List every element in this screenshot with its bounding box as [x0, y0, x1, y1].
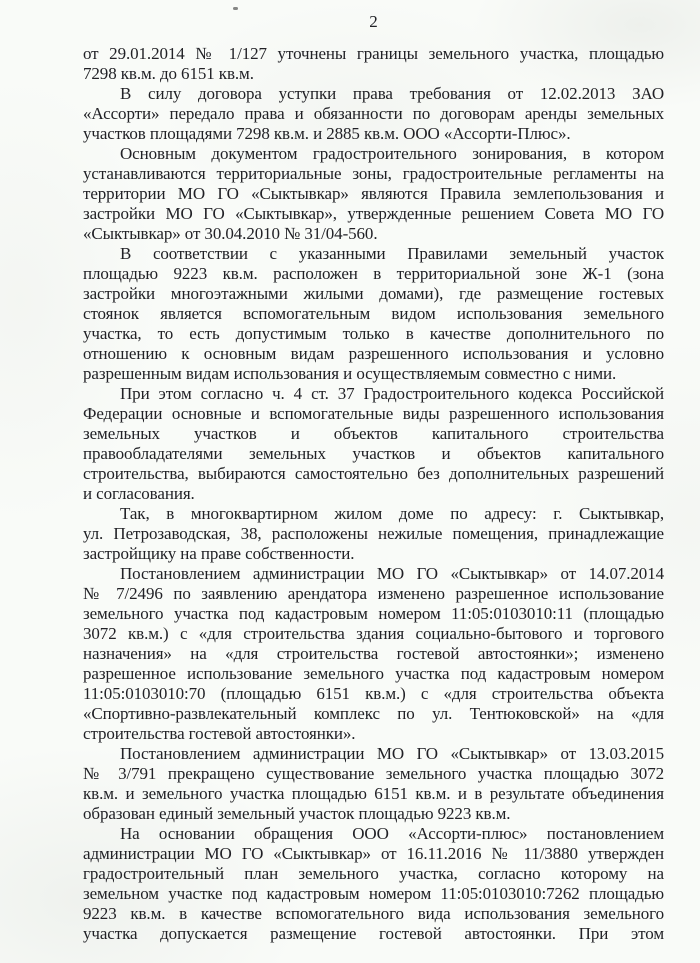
text-line: стоянок является вспомогательным видом использования земельного — [83, 304, 664, 323]
text-block — [83, 44, 664, 944]
text-line: Постановлением администрации МО ГО «Сыктывкар» от 13.03.2015 — [120, 744, 664, 763]
text-line: устанавливаются территориальные зоны, градостроительные регламенты на — [83, 164, 664, 183]
text-line: 9223 кв.м. в качестве вспомогательного вида использования земельного — [83, 904, 664, 923]
text-line: Так, в многоквартирном жилом доме по адресу: г. Сыктывкар, — [120, 504, 664, 523]
text-line: застройки МО ГО «Сыктывкар», утвержденные решением Совета МО ГО — [83, 204, 664, 223]
text-line: отношению к основным видам разрешенного использования и условно — [83, 344, 664, 363]
text-line: разрешенным видам использования и осуществляемым совместно с ними. — [83, 364, 617, 383]
text-line: разрешенное использование земельного участка под кадастровым номером — [83, 664, 664, 683]
text-line: градостроительный план земельного участка, согласно которому на — [83, 864, 664, 883]
text-line: от 29.01.2014 № 1/127 уточнены границы земельного участка, площадью — [83, 44, 664, 63]
text-line: ул. Петрозаводская, 38, расположены нежилые помещения, принадлежащие — [83, 524, 664, 543]
text-line: При этом согласно ч. 4 ст. 37 Градостроительного кодекса Российской — [120, 384, 664, 403]
text-line: В соответствии с указанными Правилами земельный участок — [120, 244, 664, 263]
scan-speck — [233, 7, 238, 10]
text-line: территории МО ГО «Сыктывкар» являются Правила землепользования и — [83, 184, 664, 203]
text-line: земельном участке под кадастровым номером 11:05:0103010:7262 площадью — [83, 884, 664, 903]
text-line: застройщику на праве собственности. — [83, 544, 355, 563]
text-line: назначения» на «для строительства гостевой автостоянки»; изменено — [83, 644, 664, 663]
text-line: строительства гостевой автостоянки». — [83, 724, 356, 743]
text-line: образован единый земельный участок площадью 9223 кв.м. — [83, 804, 511, 823]
text-line: администрации МО ГО «Сыктывкар» от 16.11.2016 № 11/3880 утвержден — [83, 844, 664, 863]
text-line: правообладателями земельных участков и объектов капитального — [83, 444, 664, 463]
text-line: площадью 9223 кв.м. расположен в территориальной зоне Ж-1 (зона — [83, 264, 664, 283]
text-line: участков площадями 7298 кв.м. и 2885 кв.м. ООО «Ассорти-Плюс». — [83, 124, 571, 143]
text-line: застройки многоэтажными жилыми домами), где размещение гостевых — [83, 284, 664, 303]
text-line: В силу договора уступки права требования от 12.02.2013 ЗАО — [120, 84, 664, 103]
text-line: «Сыктывкар» от 30.04.2010 № 31/04-560. — [83, 224, 378, 243]
text-line: 11:05:0103010:70 (площадью 6151 кв.м.) с «для строительства объекта — [83, 684, 664, 703]
text-line: земельного участка под кадастровым номером 11:05:0103010:11 (площадью — [83, 604, 664, 623]
text-line: № 7/2496 по заявлению арендатора изменено разрешенное использование — [83, 584, 664, 603]
text-line: «Ассорти» передало права и обязанности по договорам аренды земельных — [83, 104, 664, 123]
text-line: Федерации основные и вспомогательные виды разрешенного использования — [83, 404, 664, 423]
text-line: и согласования. — [83, 484, 195, 503]
page-number: 2 — [369, 12, 378, 31]
text-line: строительства, выбираются самостоятельно без дополнительных разрешений — [83, 464, 664, 483]
text-line: участка допускается размещение гостевой автостоянки. При этом — [83, 924, 664, 943]
text-line: 7298 кв.м. до 6151 кв.м. — [83, 64, 254, 83]
text-line: № 3/791 прекращено существование земельного участка площадью 3072 — [83, 764, 664, 783]
text-line: Основным документом градостроительного зонирования, в котором — [120, 144, 664, 163]
text-line: земельных участков и объектов капитального строительства — [83, 424, 664, 443]
text-line: На основании обращения ООО «Ассорти-плюс» постановлением — [120, 824, 664, 843]
text-line: 3072 кв.м.) с «для строительства здания социально-бытового и торгового — [83, 624, 664, 643]
text-line: кв.м. и земельного участка площадью 6151 кв.м. и в результате объединения — [83, 784, 664, 803]
text-line: Постановлением администрации МО ГО «Сыктывкар» от 14.07.2014 — [120, 564, 664, 583]
text-line: участка, то есть допустимым только в качестве дополнительного по — [83, 324, 664, 343]
text-line: «Спортивно-развлекательный комплекс по ул. Тентюковской» на «для — [83, 704, 664, 723]
